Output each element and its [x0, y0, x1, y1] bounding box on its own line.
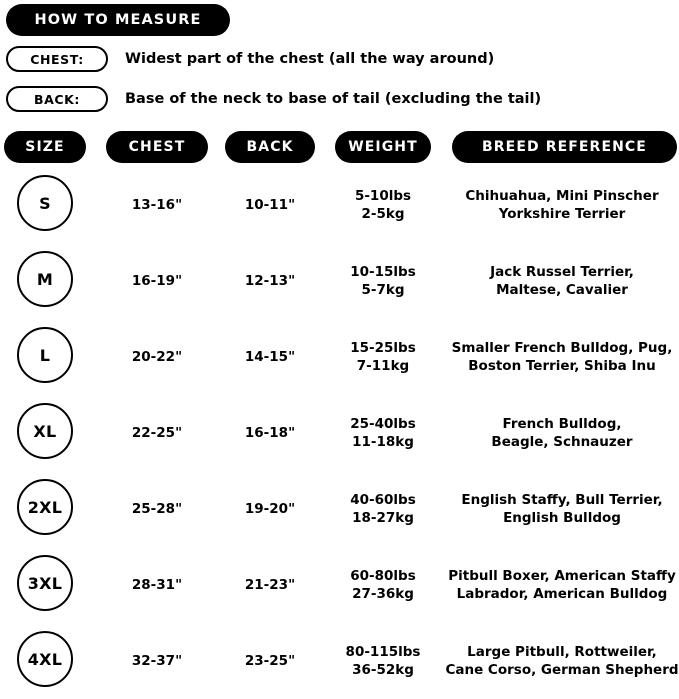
- cell-chest-value: 28-31": [131, 577, 183, 593]
- cell-chest-value: 16-19": [131, 273, 183, 289]
- size-badge-text: S: [39, 193, 51, 213]
- cell-chest: [106, 243, 208, 319]
- measure-row-back: [6, 86, 541, 112]
- cell-chest-value: 32-37": [131, 653, 183, 669]
- table-row: [0, 167, 679, 243]
- table-row: [0, 395, 679, 471]
- measure-description-chest: Widest part of the chest (all the way around): [125, 51, 495, 67]
- column-header-back: [225, 131, 315, 163]
- column-header-chest: [106, 131, 208, 163]
- cell-weight: [335, 167, 431, 243]
- cell-weight-lbs: 40-60lbs: [350, 492, 416, 508]
- measure-label-back: [6, 86, 108, 112]
- cell-chest-value: 25-28": [131, 501, 183, 517]
- size-badge: [17, 251, 73, 307]
- cell-chest: [106, 471, 208, 547]
- cell-back-value: 16-18": [244, 425, 296, 441]
- cell-back: [225, 243, 315, 319]
- table-header-row: [0, 131, 679, 163]
- cell-weight-lbs: 10-15lbs: [350, 264, 416, 280]
- cell-breed-line2: Cane Corso, German Shepherd: [445, 662, 679, 678]
- size-badge-text: 4XL: [27, 649, 63, 669]
- size-badge: [17, 327, 73, 383]
- measure-row-chest: [6, 46, 494, 72]
- cell-breed-line1: Pitbull Boxer, American Staffy: [448, 568, 676, 584]
- cell-breed-line2: Beagle, Schnauzer: [491, 434, 633, 450]
- cell-back: [225, 471, 315, 547]
- cell-breed: [445, 243, 679, 319]
- cell-weight: [335, 319, 431, 395]
- size-badge-text: M: [36, 269, 54, 289]
- measure-label-chest: [6, 46, 108, 72]
- cell-back-value: 19-20": [244, 501, 296, 517]
- cell-chest: [106, 167, 208, 243]
- cell-weight-lbs: 5-10lbs: [354, 188, 412, 204]
- cell-back: [225, 167, 315, 243]
- cell-breed-line2: Labrador, American Bulldog: [456, 586, 668, 602]
- measure-label-chest-text: CHEST:: [30, 51, 84, 67]
- cell-chest: [106, 319, 208, 395]
- table-row: [0, 547, 679, 623]
- size-badge-text: XL: [33, 421, 57, 441]
- column-header-size-text: SIZE: [25, 139, 65, 155]
- cell-breed: [445, 471, 679, 547]
- size-badge-text: L: [39, 345, 51, 365]
- cell-breed-line1: Chihuahua, Mini Pinscher: [465, 188, 659, 204]
- cell-back: [225, 319, 315, 395]
- cell-chest-value: 13-16": [131, 197, 183, 213]
- size-badge: [17, 403, 73, 459]
- cell-back-value: 10-11": [244, 197, 296, 213]
- cell-back: [225, 395, 315, 471]
- table-row: [0, 319, 679, 395]
- size-badge: [17, 175, 73, 231]
- cell-weight: [335, 471, 431, 547]
- cell-chest-value: 20-22": [131, 349, 183, 365]
- cell-chest: [106, 395, 208, 471]
- column-header-weight: [335, 131, 431, 163]
- cell-breed-line2: Boston Terrier, Shiba Inu: [468, 358, 656, 374]
- size-badge: [17, 555, 73, 611]
- cell-breed-line1: French Bulldog,: [502, 416, 622, 432]
- cell-breed-line1: Jack Russel Terrier,: [490, 264, 634, 280]
- cell-breed-line1: Smaller French Bulldog, Pug,: [451, 340, 673, 356]
- cell-weight-kg: 11-18kg: [352, 434, 414, 450]
- cell-back-value: 12-13": [244, 273, 296, 289]
- measure-description-back: Base of the neck to base of tail (excluding the tail): [125, 91, 542, 107]
- cell-breed: [445, 167, 679, 243]
- size-badge: [17, 479, 73, 535]
- cell-weight-lbs: 15-25lbs: [350, 340, 416, 356]
- cell-weight-lbs: 25-40lbs: [350, 416, 416, 432]
- cell-weight-kg: 27-36kg: [352, 586, 414, 602]
- cell-breed: [445, 319, 679, 395]
- cell-chest-value: 22-25": [131, 425, 183, 441]
- cell-back-value: 14-15": [244, 349, 296, 365]
- column-header-size: [4, 131, 86, 163]
- cell-weight-kg: 5-7kg: [361, 282, 405, 298]
- cell-back-value: 21-23": [244, 577, 296, 593]
- size-badge: [17, 631, 73, 687]
- column-header-back-text: BACK: [246, 139, 294, 155]
- column-header-breed-reference: [452, 131, 677, 163]
- column-header-breed-reference-text: BREED REFERENCE: [482, 139, 647, 155]
- measure-label-back-text: BACK:: [33, 91, 81, 107]
- cell-weight-kg: 2-5kg: [361, 206, 405, 222]
- cell-weight-lbs: 60-80lbs: [350, 568, 416, 584]
- cell-breed-line1: Large Pitbull, Rottweiler,: [467, 644, 657, 660]
- cell-back-value: 23-25": [244, 653, 296, 669]
- cell-weight-lbs: 80-115lbs: [345, 644, 421, 660]
- table-row: [0, 471, 679, 547]
- cell-breed-line2: Yorkshire Terrier: [498, 206, 626, 222]
- cell-back: [225, 547, 315, 623]
- column-header-chest-text: CHEST: [128, 139, 186, 155]
- cell-breed-line2: English Bulldog: [503, 510, 621, 526]
- cell-weight-kg: 18-27kg: [352, 510, 414, 526]
- cell-breed: [445, 547, 679, 623]
- cell-weight: [335, 395, 431, 471]
- cell-weight-kg: 7-11kg: [356, 358, 410, 374]
- cell-weight: [335, 547, 431, 623]
- size-badge-text: 3XL: [27, 573, 63, 593]
- cell-weight-kg: 36-52kg: [352, 662, 414, 678]
- cell-weight: [335, 243, 431, 319]
- cell-breed-line1: English Staffy, Bull Terrier,: [461, 492, 663, 508]
- size-badge-text: 2XL: [27, 497, 63, 517]
- cell-chest: [106, 547, 208, 623]
- table-row: [0, 243, 679, 319]
- column-header-weight-text: WEIGHT: [348, 139, 418, 155]
- cell-breed: [445, 395, 679, 471]
- how-to-measure-title: HOW TO MEASURE: [34, 12, 202, 28]
- cell-breed-line2: Maltese, Cavalier: [496, 282, 628, 298]
- how-to-measure-header: [6, 4, 230, 36]
